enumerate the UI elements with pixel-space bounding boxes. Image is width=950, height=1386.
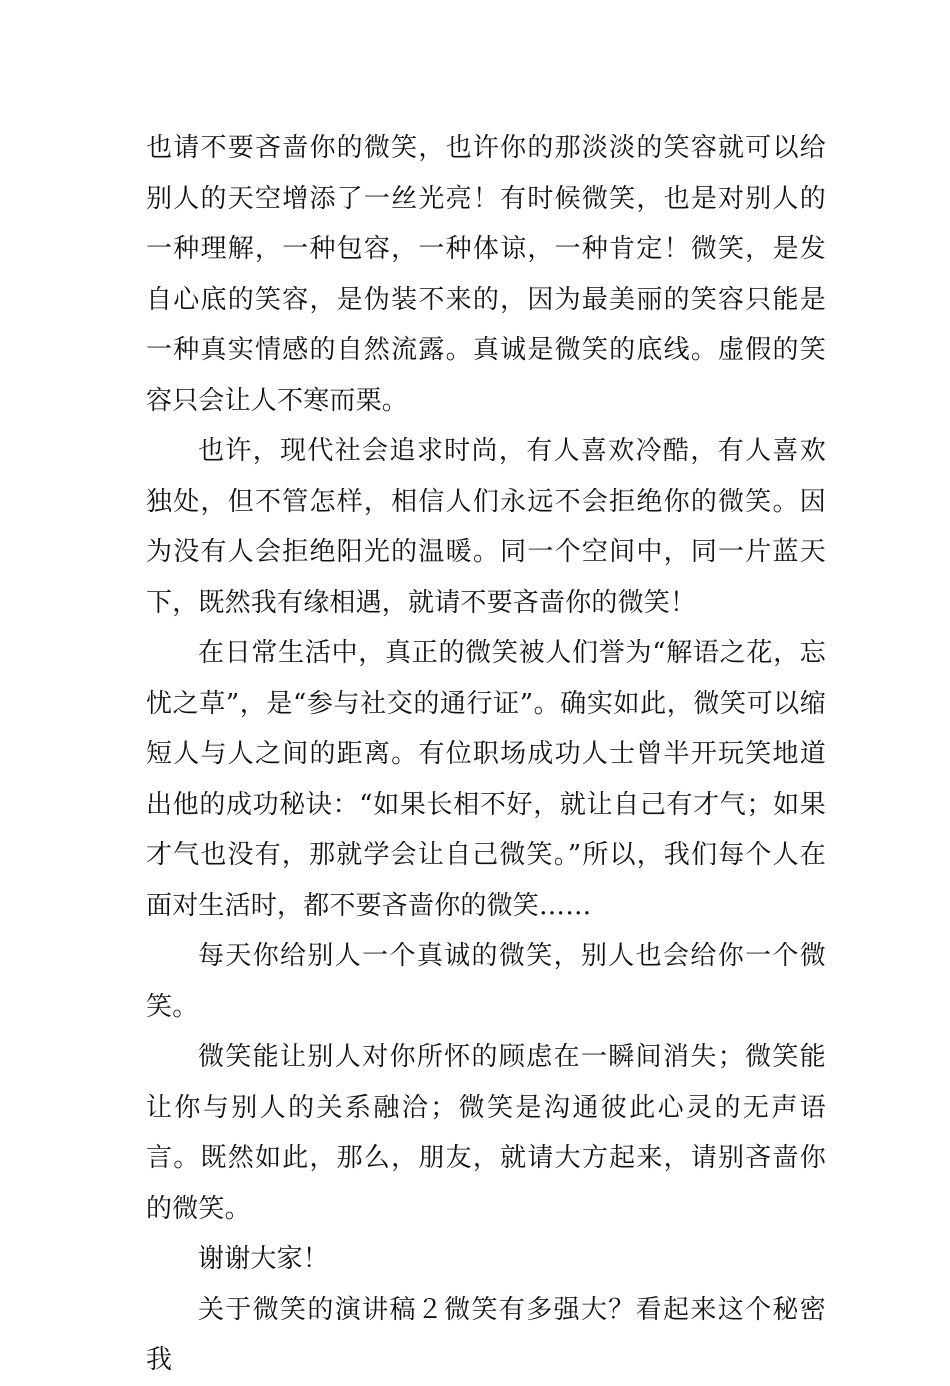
paragraph: 每天你给别人一个真诚的微笑，别人也会给你一个微笑。 <box>146 941 826 1022</box>
paragraph-thanks: 谢谢大家！ <box>198 1244 330 1274</box>
paragraph: 微笑能让别人对你所怀的顾虑在一瞬间消失；微笑能让你与别人的关系融洽；微笑是沟通彼此心灵的无声语言。既然如此，那么，朋友，就请大方起来，请别吝啬你的微笑。 <box>146 1042 826 1224</box>
paragraph: 在日常生活中，真正的微笑被人们誉为“解语之花，忘忧之草”，是“参与社交的通行证”。确实如此，微笑可以缩短人与人之间的距离。有位职场成功人士曾半开玩笑地道出他的成功秘诀：“如果长相不好，就让自己有才气；如果才气也没有，那就学会让自己微笑。”所以，我们每个人在面对生活时，都不要吝啬你的微笑…… <box>146 638 826 921</box>
paragraph: 也许，现代社会追求时尚，有人喜欢冷酷，有人喜欢独处，但不管怎样，相信人们永远不会拒绝你的微笑。因为没有人会拒绝阳光的温暖。同一个空间中，同一片蓝天下，既然我有缘相遇，就请不要吝啬你的微笑！ <box>146 436 826 618</box>
document-body <box>146 123 826 1386</box>
paragraph-continuation: 也请不要吝啬你的微笑，也许你的那淡淡的笑容就可以给别人的天空增添了一丝光亮！有时候微笑，也是对别人的一种理解，一种包容，一种体谅，一种肯定！微笑，是发自心底的笑容，是伪装不来的，因为最美丽的笑容只能是一种真实情感的自然流露。真诚是微笑的底线。虚假的笑容只会让人不寒而栗。 <box>146 133 826 416</box>
paragraph-next-speech-start: 关于微笑的演讲稿２微笑有多强大？看起来这个秘密我 <box>146 1294 826 1375</box>
